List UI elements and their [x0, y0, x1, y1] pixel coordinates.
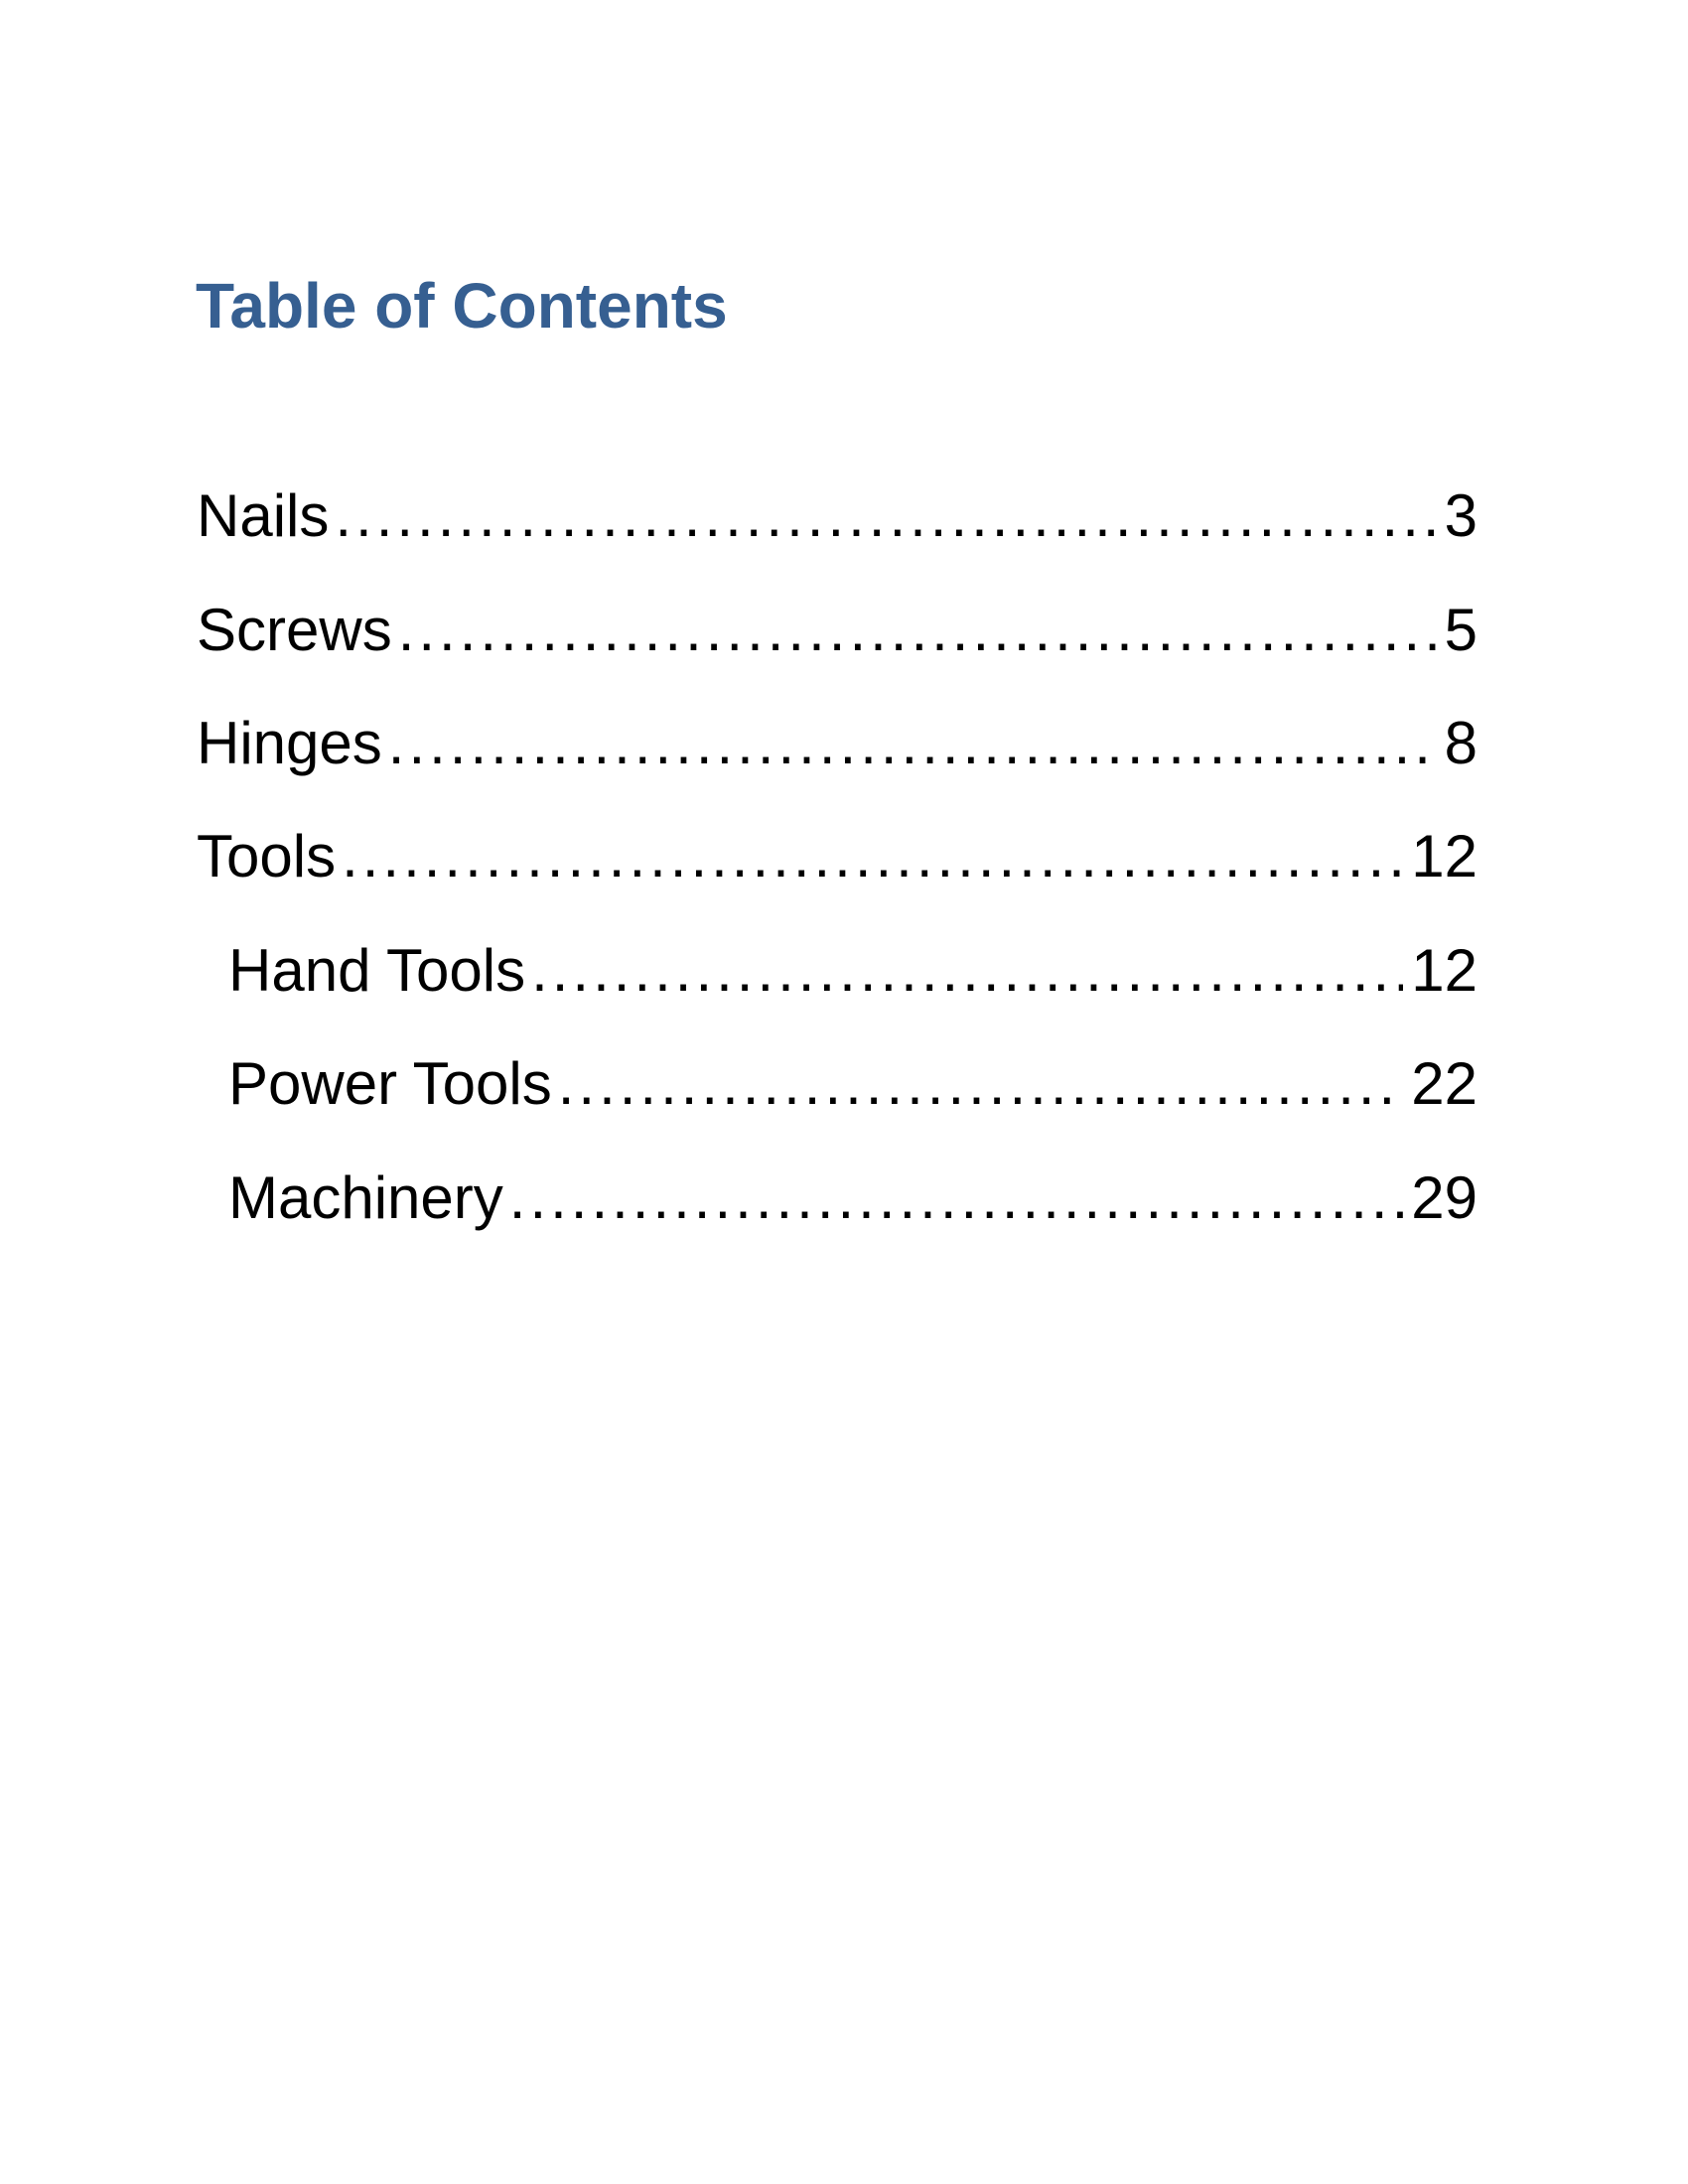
toc-entry-label: Machinery	[228, 1164, 503, 1231]
toc-dot-leader	[398, 581, 1437, 680]
toc-dot-leader	[558, 1034, 1404, 1134]
toc-title: Table of Contents	[196, 270, 728, 341]
toc-page-number: 29	[1411, 1164, 1477, 1231]
toc-entry-tools[interactable]	[197, 807, 1477, 906]
toc-entry-label: Screws	[197, 597, 392, 663]
toc-dot-leader	[509, 1149, 1403, 1248]
toc-entry-hinges[interactable]	[197, 694, 1477, 793]
toc-entry-label: Hand Tools	[228, 937, 526, 1004]
toc-entry-label: Tools	[197, 823, 337, 889]
toc-entry-power-tools[interactable]	[228, 1034, 1477, 1134]
toc-entry-label: Power Tools	[228, 1050, 552, 1117]
toc-dot-leader	[531, 921, 1403, 1021]
toc-page-number: 22	[1411, 1050, 1477, 1117]
toc-entry-nails[interactable]	[197, 467, 1477, 566]
toc-page-number: 5	[1444, 597, 1477, 663]
toc-page-number: 3	[1444, 482, 1477, 549]
toc-entry-label: Nails	[197, 482, 330, 549]
toc-dot-leader	[335, 467, 1436, 566]
toc-entry-screws[interactable]	[197, 581, 1477, 680]
toc-page-number: 12	[1411, 937, 1477, 1004]
toc-dot-leader	[342, 807, 1403, 906]
toc-page-number: 12	[1411, 823, 1477, 889]
toc-entry-hand-tools[interactable]	[228, 921, 1477, 1021]
toc-dot-leader	[388, 694, 1437, 793]
toc-entry-label: Hinges	[197, 710, 382, 776]
toc-page-number: 8	[1444, 710, 1477, 776]
toc-entry-machinery[interactable]	[228, 1149, 1477, 1248]
